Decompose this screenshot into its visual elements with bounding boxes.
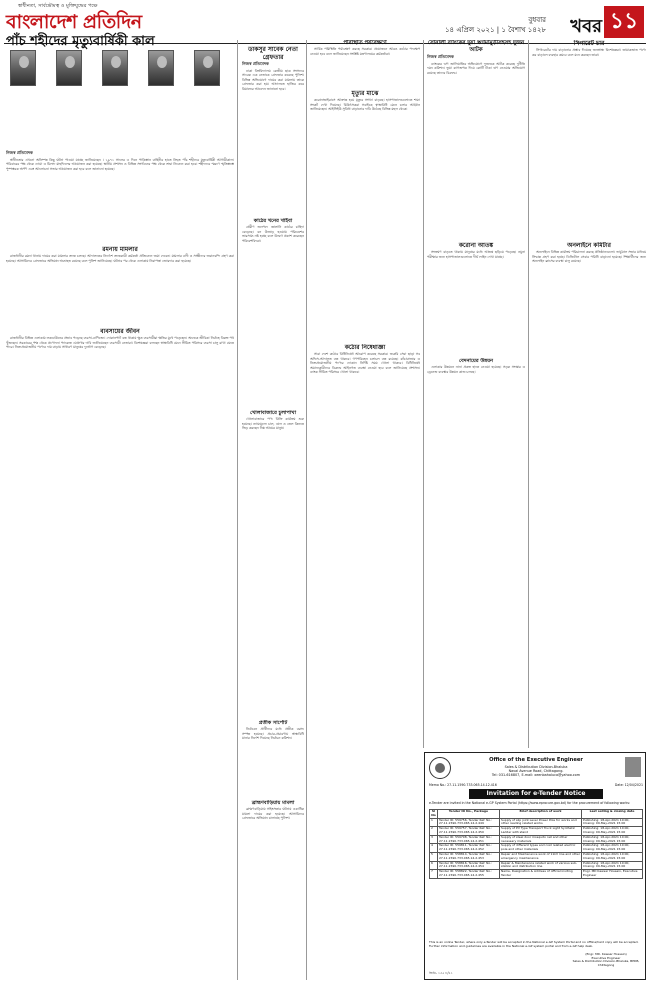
tender-table-cell: Tender ID: 559811, Tender Ref. No.: 27.11.1590.733.065.14.2.452 [438,844,500,853]
column-rule [237,40,238,980]
col3-body: সার্বিক পরিস্থিতি পর্যবেক্ষণ করছে সরকার। প্রয়োজনে আরও কঠোর পদক্ষেপ নেওয়া হবে বলে জানিয়েছেন সংশ্লিষ্ট মন্ত্রণালয়ের কর্মকর্তারা। [310,47,420,56]
col3c-article [310,344,420,978]
col3b-article [310,90,420,340]
sub-article-1-body: রাজধানীর রমনা থানায় দায়ের করা মামলার তদন্ত চলছে। আদালতের নির্দেশে তদন্তকারী কর্মকর্তা প্রতিবেদন জমা দেবেন। মামলার বাদী ও সাক্ষীদের জবানবন্দি গ্রহণ করা হয়েছে। আসামিদের গ্রেফতারে অভিযান অব্যাহত রয়েছে বলে পুলিশ জানিয়েছে। ঘটনার পর থেকে এলাকায় নিরাপত্তা জোরদার করা হয়েছে। [6,254,234,263]
col4c-title: বেদনায়ের উন্নয়ন [459,358,493,364]
column-rule [528,40,529,748]
martyr-photo-2 [56,50,82,86]
tender-table-row [430,852,643,861]
tender-table-cell: Tender ID: 559798, Tender Ref. No.: 27.11.1590.733.065.14.2.451 [438,835,500,844]
tender-office: Office of the Executive Engineer [489,757,583,763]
sub-article-2 [6,328,234,978]
col5-article [532,40,646,238]
col2c-article [242,410,304,530]
tender-table-cell: Name, Designation & Address of official inviting Tender [500,870,582,879]
tender-signer-title: Executive Engineer [591,955,621,960]
tender-division: Sales & Distribution Division-Bhaluka [504,765,568,769]
tender-signer-office: Sales & Distribution Division-Bhaluka, BPDB, Chittagong [572,959,640,967]
col2b-article [242,218,304,298]
col4b-title: করোনা আতঙ্ক [458,242,494,249]
martyr-photo-4 [148,50,174,86]
col3c-title: কঠোর নিষেধাজ্ঞা [344,344,386,351]
tender-signer-name: (Engr. MD. Kawsar Hossain) [585,952,627,956]
col5b-body: অনলাইনে বিভিন্ন কার্যক্রম পরিচালনা করছে প্রতিষ্ঠানগুলো। ভার্চুয়াল সভার মাধ্যমে সিদ্ধান্ত গ্রহণ করা হচ্ছে। ডিজিটাল সেবার পরিধি বাড়ানো হয়েছে। শিক্ষার্থীদের জন্য অনলাইন ক্লাসের ব্যবস্থা চালু রয়েছে। [532,250,646,264]
tender-table-cell: 6 [430,861,438,870]
page-number: ১১ [604,6,644,38]
tender-table-cell: Publishing: 18-Apr-2021 10:00, Closing: 09-May-2021 15:00 [582,844,643,853]
tender-table-cell: Publishing: 18-Apr-2021 10:00, Closing: 09-May-2021 15:00 [582,861,643,870]
col2d-title: প্রতীক সার্পোট [258,720,288,726]
tender-col-desc: Brief description of work [500,810,582,819]
tender-footer: This is an online Tender, where only e-Tender will be accepted in the National e-GP System Portal and no offline/hard copy will be accepted. Further information and guidelines are available in the National e-GP system portal and from e-GP help desk. [429,940,639,948]
tender-table-cell: Tender ID: 559757, Tender Ref. No.: 27.11.1590.733.065.14.2.450 [438,827,500,836]
martyr-photo-1 [10,50,36,86]
tender-col-id: Tender ID No., Package [438,810,500,819]
tender-table-cell: Publishing: 18-Apr-2021 10:00, Closing: 09-May-2021 15:00 [582,827,643,836]
martyr-photo-3 [102,50,128,86]
tender-table-cell: Supply of different types and cost related electric pole and other materials [500,844,582,853]
tender-col-date: Last selling & closing date [582,810,643,819]
lead-headline: পাঁচ শহীদের মৃত্যুবার্ষিকী কাল [6,34,155,49]
sub-article-2-title: ব্যবসায়ের জীবন [100,328,140,335]
tender-col-sl: Sl No [431,809,436,817]
martyr-photo-5 [194,50,220,86]
column-rule [423,40,424,748]
col4-article [427,40,525,238]
col4c-body: এলাকার উন্নয়নে নানা প্রকল্প হাতে নেওয়া হয়েছে। সড়ক সংস্কার ও ড্রেনেজ ব্যবস্থার উন্নয়ন কাজ চলছে। [427,365,525,374]
lead-body: স্বাধীনতার এখনো অনিষ্পন্ন কিছু ঘটনা পাওয়া যাচ্ছে জানিয়েছেন । ১৯৭১ সালের এ দিনে পাকিস্তান বাহিনীর হাতে নিহত পাঁচ শহীদের মৃত্যুবার্ষিকী আগামীকাল। পরিবারের পক্ষ থেকে দোয়া ও মিলাদ মাহফিলের আয়োজন করা হয়েছে। স্থানীয় প্রশাসন ও বিভিন্ন সংগঠনের পক্ষ থেকে শ্রদ্ধা নিবেদন করা হবে। শহীদদের স্মরণে স্মৃতিস্তম্ভে পুষ্পস্তবক অর্পণ এবং আলোচনা সভার আয়োজন করা হবে বলে জানানো হয়েছে। [6,157,234,171]
tender-table-header [430,810,643,819]
issue-day: বুধবার [528,16,546,24]
tender-memo: Memo No.: 27.11.1590.733.065.14.12.416 [429,783,497,787]
col2-body: ঢাকা বিশ্ববিদ্যালয় কেন্দ্রীয় ছাত্র সংসদের সাবেক এক নেতাকে গ্রেফতার করেছে পুলিশ। বিভিন্ন অভিযোগে দায়ের করা মামলায় তাকে গ্রেফতার করা হয়। আদালতে হাজির করে রিমান্ডের আবেদন জানানো হবে। [242,68,304,91]
col2b-body: গ্রামীণ জনপদে জ্বালানি কাঠের চাহিদা বেড়েছে। বন উজাড় হওয়ায় পরিবেশের ভারসাম্য নষ্ট হচ্ছে বলে উদ্বেগ প্রকাশ করেছেন পরিবেশবিদরা। [242,225,304,243]
sub-article-2-body: রাজধানীর বিভিন্ন এলাকায় লকডাউনের প্রভাব পড়েছে ব্যবসা-বাণিজ্যে। দোকানপাট বন্ধ থাকায় ক্ষুদ্র ব্যবসায়ীরা ক্ষতির মুখে পড়েছেন। অনেকে জীবিকা নির্বাহে বিকল্প পথ খুঁজছেন। সরকারের পক্ষ থেকে প্রণোদনা প্যাকেজ ঘোষণার দাবি জানিয়েছেন ব্যবসায়ী নেতারা। বিশেষজ্ঞরা বলছেন স্বাস্থ্যবিধি মেনে সীমিত পরিসরে ব্যবসা চালু রাখা যেতে পারে। নিত্যপ্রয়োজনীয় পণ্যের দাম বাড়ায় সাধারণ মানুষের দুর্ভোগ বেড়েছে। [6,336,234,350]
tender-table-cell: 3 [430,835,438,844]
column-rule [306,40,307,980]
col3-title: পরিস্থিতি পর্যবেক্ষণে [343,40,387,46]
tender-notice [424,752,646,980]
tender-table-row [430,870,643,879]
tender-ref: জিডি- ১৩৫ ৮/২১ [429,971,453,975]
tender-address: Naval Avenue Road, Chittagong. [508,769,564,774]
col4-byline: নিজস্ব প্রতিবেদক [427,54,454,59]
col2c-title: খোলাবাজারে চুলাপাখা [249,410,297,416]
col2d-body: নির্বাচনে প্রার্থীদের মধ্যে প্রতীক বরাদ্দ সম্পন্ন হয়েছে। প্রচার-প্রচারণায় স্বাস্থ্যবিধি মানার নির্দেশ দিয়েছে নির্বাচন কমিশন। [242,727,304,741]
logo-tagline: স্বাধীনতা, সার্বভৌমত্ব ও মুক্তিযুদ্ধের পক্ষে [18,3,98,9]
tender-table-cell: Tender ID: 558814, Tender Ref. No.: 27.11.1590.733.065.14.2.453 [438,852,500,861]
tender-title: Invitation for e-Tender Notice [469,789,603,799]
tender-table-cell: 2 [430,827,438,836]
tender-signature [569,953,643,967]
tender-table-cell: Tender ID: 558816, Tender Ref. No.: 27.11.1590.733.065.14.2.454 [438,861,500,870]
col2-byline: নিজস্ব প্রতিবেদক [242,61,269,66]
col5b-article [532,242,646,748]
col5b-title: অনলাইনে কমিটার [567,242,611,249]
tender-table-cell: 7 [430,870,438,879]
col4-body: ব্যাংকের ঋণ জালিয়াতির অভিযোগে দুজনকে আটক করেছে দুর্নীতি দমন কমিশন। ভুয়া কাগজপত্র দিয়ে কোটি টাকা ঋণ নেওয়ার অভিযোগ রয়েছে তাদের বিরুদ্ধে। [427,61,525,75]
col4b-body: সংক্রমণ বাড়তে থাকায় মানুষের মধ্যে আতঙ্ক ছড়িয়ে পড়েছে। নমুনা পরীক্ষার জন্য হাসপাতালগুলোতে দীর্ঘ লাইন দেখা যাচ্ছে। [427,250,525,259]
tender-table-cell: Publishing: 18-Apr-2021 10:00, Closing: 09-May-2021 15:00 [582,835,643,844]
lead-byline: নিজস্ব প্রতিবেদক [6,150,33,155]
tender-table-cell: 4 [430,844,438,853]
tender-table-cell: 5 [430,852,438,861]
col2d-article [242,720,304,790]
tender-date: Date: 12/04/2021 [614,783,643,787]
tender-table-cell: Supply of steel door mosquito net and other necessary materials [500,835,582,844]
tender-table-cell: Engr. MD Kawsar Hossain, Executive Engineer [582,870,643,879]
issue-date [445,15,546,35]
tender-memo-line [429,783,643,787]
tender-table-cell: Repair & Maintenance related work of various sub-station and distribution line [500,861,582,870]
col4c-article [427,358,525,748]
col2-title: ডাকসুর সাবেক নেতা গ্রেফতার [248,46,298,61]
tender-contact: Tel: 031-616807, E-mail: xeenbahaluca@yahoo.com [491,773,581,778]
tender-table-cell: Tender ID: 558822, Tender Ref. No.: 27.11.1590.733.065.14.2.455 [438,870,500,879]
lead-article [6,150,234,236]
col2e-body: ব্রাহ্মণবাড়িয়ায় সহিংসতার ঘটনায় একাধিক মামলা দায়ের করা হয়েছে। আসামিদের গ্রেফতারে অভিযান চালাচ্ছে পুলিশ। [242,807,304,821]
col5-body: সিগারেটের দাম বাড়ানোর প্রস্তাব দিয়েছে জনস্বাস্থ্য বিশেষজ্ঞরা। তামাকজাত পণ্যে কর বাড়ালে ব্যবহার কমবে বলে মনে করছেন তারা। [532,48,646,57]
tender-table-cell: Publishing: 18-Apr-2021 10:00, Closing: 09-May-2021 15:00 [582,818,643,827]
col3b-title: মৃত্যুর মাঝে [351,90,379,97]
col2-article [242,46,304,166]
tender-table-cell: 1 [430,818,438,827]
tender-table-cell: Repair and Maintenance work of 11kV line and other emergency maintenance [501,851,581,860]
sub-article-1 [6,246,234,326]
sub-article-1-title: রমনায় মামলার [102,246,138,253]
col2e-article [242,800,304,978]
newspaper-logo[interactable]: বাংলাদেশ প্রতিদিন [6,11,142,33]
col2c-body: খোলাবাজারে পণ্য বিক্রি কার্যক্রম শুরু হয়েছে। ন্যায্যমূল্যে চাল, ডাল ও তেল কিনতে ভিড় করছেন নিম্ন আয়ের মানুষ। [242,417,304,431]
tender-table-cell: Supply of PV Type Transport Truck Light Synthetic Ladder with stand [500,827,582,836]
col5-title: সিগারেট চার [573,40,605,47]
col3-article [310,40,420,86]
col4-title: সোনালী ব্যাংকের দুয়া ঋণমামুড়ীসহসহ দুজন আটক [427,40,525,53]
tender-table-row [430,827,643,836]
issue-date-text: ১৪ এপ্রিল ২০২১ | ১ বৈশাখ ১৪২৮ [445,26,546,34]
tender-table-cell: Supply of slip joint Lever Power Pole for works and other reading related works [500,818,582,827]
tender-office-details [465,763,607,778]
col2e-title: ব্রাহ্মণবাড়িয়ায় মামলা [251,800,295,806]
col2b-title: কাঠের খনের খাইবা [253,218,293,224]
tender-intro: e-Tender are invited in the National e-GP System Portal (https://www.eprocure.gov.bd) for the procurement of following works: [429,801,631,805]
government-emblem-icon [429,757,451,779]
tender-table [429,809,643,879]
official-photo [625,757,641,777]
tender-table-cell: Tender ID: 559756, Tender Ref. No.: 27.11.1590.733.065.14.2.449 [438,818,500,827]
section-label: খবর [570,16,602,37]
col4b-article [427,242,525,352]
col3b-body: করোনাভাইরাসে আক্রান্ত হয়ে মৃত্যুর সংখ্যা বাড়ছে। হাসপাতালগুলোতে শয্যা সংকট দেখা দিয়েছে। চিকিৎসকরা সবাইকে স্বাস্থ্যবিধি মেনে চলার আহ্বান জানিয়েছেন। আইসিইউ সুবিধা বাড়ানোর দাবি উঠেছে বিভিন্ন মহল থেকে। [310,98,420,112]
tender-table-cell: Publishing: 18-Apr-2021 10:00, Closing: 09-May-2021 15:00 [582,852,643,861]
col3c-body: সারা দেশে কঠোর বিধিনিষেধ আরোপ করেছে সরকার। জরুরি সেবা ছাড়া সব অফিস-আদালত বন্ধ থাকবে। গণপরিবহন চলাচল বন্ধ রয়েছে। কাঁচাবাজার ও নিত্যপ্রয়োজনীয় পণ্যের দোকান নির্দিষ্ট সময় খোলা থাকবে। বিধিনিষেধ অমান্যকারীদের বিরুদ্ধে আইনগত ব্যবস্থা নেওয়া হবে বলে জানিয়েছে প্রশাসন। ব্যাংক সীমিত পরিসরে খোলা থাকবে। [310,352,420,375]
